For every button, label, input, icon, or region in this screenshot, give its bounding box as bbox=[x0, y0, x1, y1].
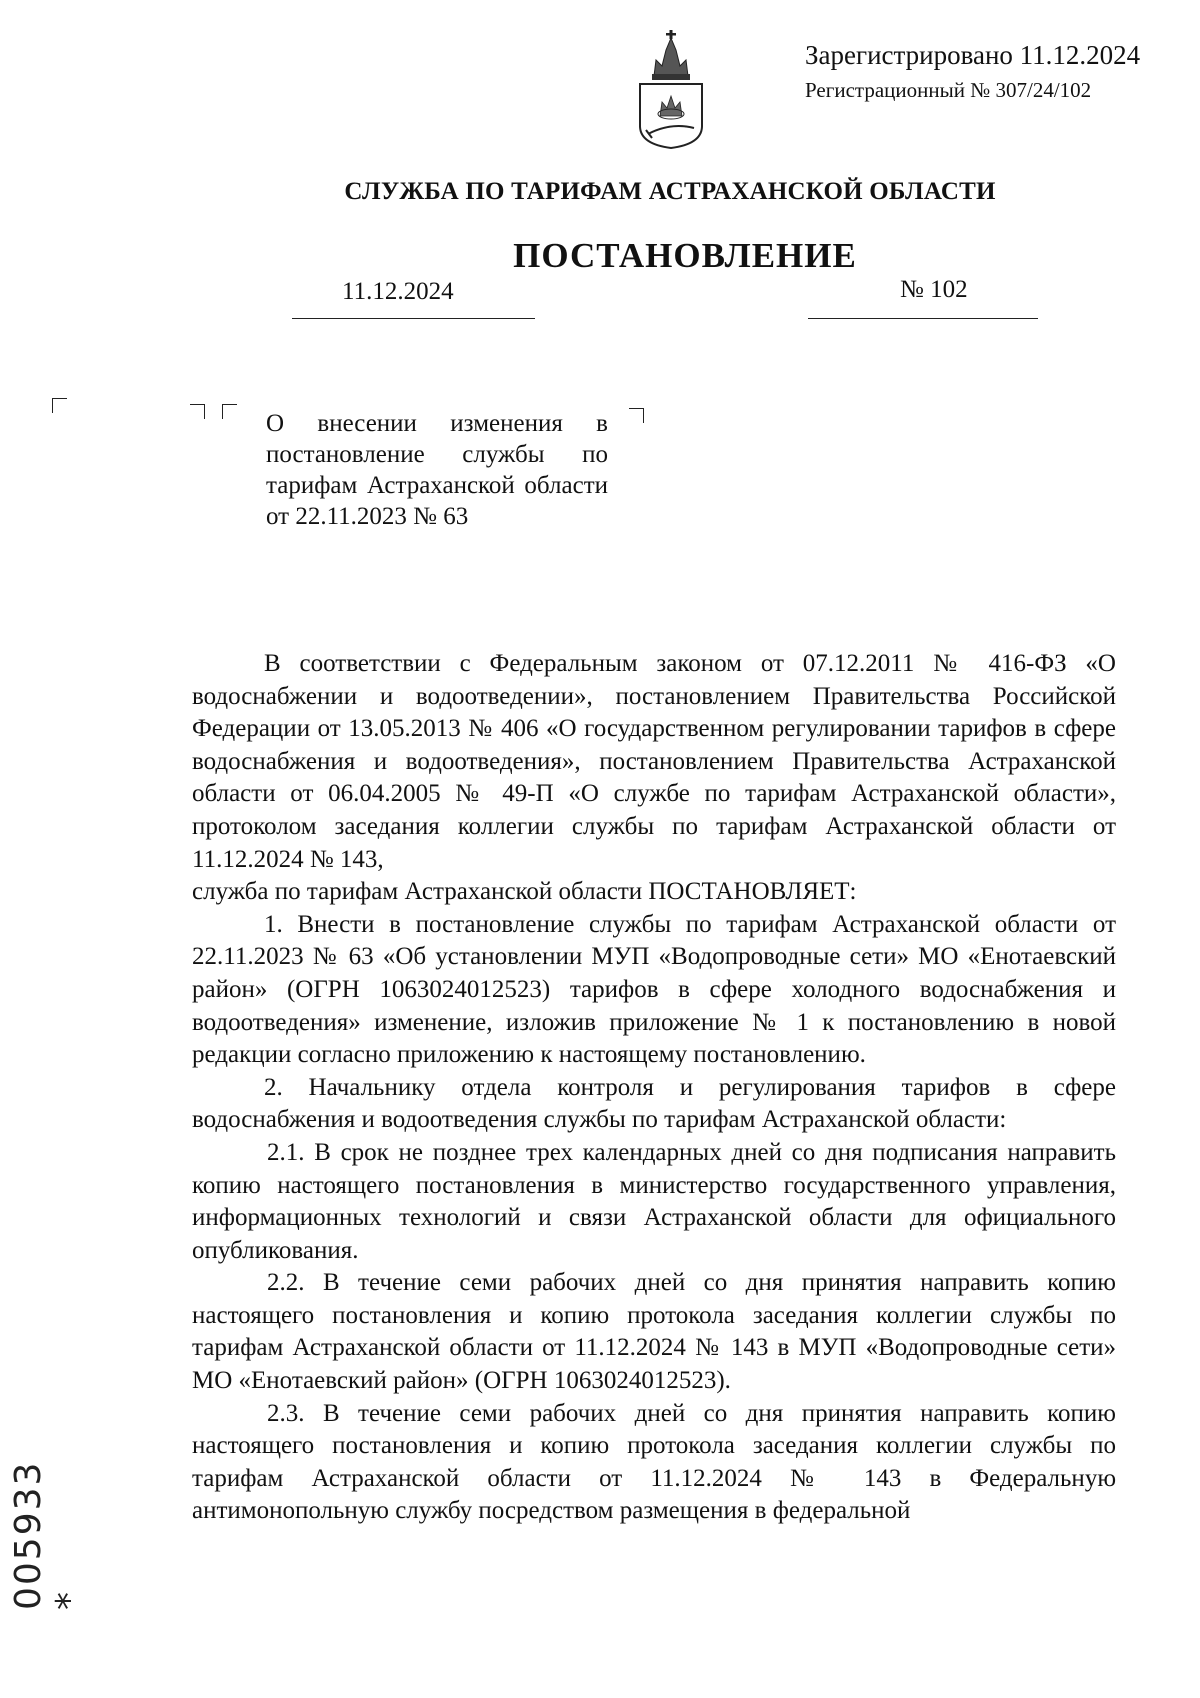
organization-name: СЛУЖБА ПО ТАРИФАМ АСТРАХАНСКОЙ ОБЛАСТИ bbox=[344, 178, 996, 205]
margin-serial-stamp: 005933 * bbox=[8, 1460, 90, 1610]
registration-number: Регистрационный № 307/24/102 bbox=[805, 78, 1092, 102]
registration-stamp: Зарегистрировано 11.12.2024 bbox=[805, 40, 1141, 70]
corner-mark-subject-start-b bbox=[222, 404, 237, 419]
document-body bbox=[192, 648, 1116, 1528]
clause-2-2: 2.2. В течение семи рабочих дней со дня принятия направить копию настоящего постановления и копию протокола заседания коллегии службы по тарифам Астраханской области от 11.12.2024 № 143 в МУП «Водопроводные сети» МО «Енотаевский район» (ОГРН 1063024012523). bbox=[192, 1269, 1116, 1395]
clause-2: 2. Начальнику отдела контроля и регулирования тарифов в сфере водоснабжения и водоотведения службы по тарифам Астраханской области: bbox=[192, 1073, 1116, 1134]
number-underline bbox=[808, 318, 1038, 319]
document-number: № 102 bbox=[900, 276, 968, 303]
resolves-line: служба по тарифам Астраханской области ПОСТАНОВЛЯЕТ: bbox=[192, 878, 857, 906]
document-date: 11.12.2024 bbox=[342, 278, 454, 305]
document-type: ПОСТАНОВЛЕНИЕ bbox=[513, 236, 857, 275]
corner-mark-left bbox=[52, 398, 67, 413]
coat-of-arms-emblem bbox=[634, 30, 708, 150]
clause-1: 1. Внести в постановление службы по тарифам Астраханской области от 22.11.2023 № 63 «Об установлении МУП «Водопроводные сети» МО «Енотаевский район» (ОГРН 1063024012523) тарифов в сфере холодного водоснабжения и водоотведения» изменение, изложив приложение № 1 к постановлению в новой редакции согласно приложению к настоящему постановлению. bbox=[192, 910, 1116, 1069]
corner-mark-subject-end bbox=[629, 408, 644, 423]
date-underline bbox=[292, 318, 535, 319]
document-subject: О внесении изменения в постановление службы по тарифам Астраханской области от 22.11.2023 № 63 bbox=[266, 410, 608, 530]
clause-2-1: 2.1. В срок не позднее трех календарных дней со дня подписания направить копию настоящего постановления в министерство государственного управления, информационных технологий и связи Астраханской области для официального опубликования. bbox=[192, 1138, 1116, 1264]
corner-mark-subject-start-a bbox=[190, 404, 205, 419]
preamble-paragraph: В соответствии с Федеральным законом от 07.12.2011 № 416-ФЗ «О водоснабжении и водоотведении», постановлением Правительства Российской Федерации от 13.05.2013 № 406 «О государственном регулировании тарифов в сфере водоснабжения и водоотведения», постановлением Правительства Астраханской области от 06.04.2005 № 49-П «О службе по тарифам Астраханской области», протоколом заседания коллегии службы по тарифам Астраханской области от 11.12.2024 № 143, bbox=[192, 650, 1116, 873]
clause-2-3: 2.3. В течение семи рабочих дней со дня принятия направить копию настоящего постановления и копию протокола заседания коллегии службы по тарифам Астраханской области от 11.12.2024 № 143 в Федеральную антимонопольную службу посредством размещения в федеральной bbox=[192, 1399, 1116, 1525]
